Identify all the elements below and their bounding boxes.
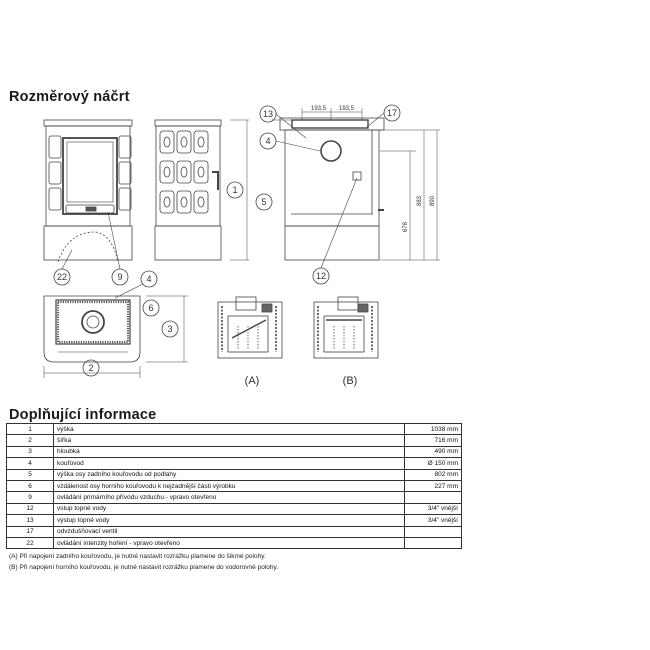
row-value: [405, 526, 462, 537]
callout-12: 12: [315, 271, 327, 281]
table-row: [7, 424, 462, 435]
table-row: [7, 503, 462, 514]
view-label-b: (B): [342, 375, 358, 387]
table-row: [7, 526, 462, 537]
row-description: výška: [54, 424, 405, 435]
dim-678: 678: [403, 221, 409, 232]
row-description: ovládání intenzity hoření - vpravo otevřeno: [54, 537, 405, 548]
row-value: Ø 150 mm: [405, 458, 462, 469]
row-description: kouřovod: [54, 458, 405, 469]
table-row: [7, 480, 462, 491]
row-number: 17: [7, 526, 54, 537]
row-number: 1: [7, 424, 54, 435]
section-view-b: [314, 297, 378, 358]
info-heading: Doplňující informace: [9, 407, 157, 423]
table-row: [7, 435, 462, 446]
callout-1: 1: [232, 185, 238, 195]
note-a: (A) Při napojení zadního kouřovodu, je nutné nastavit rozrážku plamene do šikmé polohy.: [9, 553, 266, 560]
section-view-a: [218, 297, 282, 358]
top-view: [44, 296, 188, 378]
front-view: [44, 120, 132, 262]
table-row: [7, 515, 462, 526]
row-number: 22: [7, 537, 54, 548]
row-number: 5: [7, 469, 54, 480]
dim-193-right: 193,5: [339, 106, 355, 112]
row-value: 227 mm: [405, 480, 462, 491]
row-value: 1038 mm: [405, 424, 462, 435]
row-number: 13: [7, 515, 54, 526]
callout-2: 2: [88, 363, 94, 373]
row-number: 2: [7, 435, 54, 446]
callout-13: 13: [262, 109, 274, 119]
row-description: vzdálenost osy horního kouřovodu k nejzadnější části výrobku: [54, 480, 405, 491]
callout-circles: [54, 105, 400, 376]
callout-4-front: 4: [146, 274, 152, 284]
row-description: odvzdušňovací ventil: [54, 526, 405, 537]
table-row: [7, 537, 462, 548]
view-label-a: (A): [244, 375, 260, 387]
row-value: 3/4" vnější: [405, 515, 462, 526]
callout-6: 6: [148, 303, 154, 313]
row-value: [405, 492, 462, 503]
row-description: vstup topné vody: [54, 503, 405, 514]
row-value: 716 mm: [405, 435, 462, 446]
dim-890: 890: [430, 195, 436, 206]
callout-5: 5: [261, 197, 267, 207]
callout-22: 22: [56, 272, 68, 282]
row-value: 3/4" vnější: [405, 503, 462, 514]
row-value: 802 mm: [405, 469, 462, 480]
row-value: [405, 537, 462, 548]
row-number: 12: [7, 503, 54, 514]
dim-193-left: 193,5: [311, 106, 327, 112]
callout-17: 17: [386, 108, 398, 118]
leader-lines: [62, 113, 384, 298]
row-description: ovládání primárního přívodu vzduchu - vpravo otevřeno: [54, 492, 405, 503]
row-value: 490 mm: [405, 446, 462, 457]
info-table: [6, 423, 462, 549]
row-description: šířka: [54, 435, 405, 446]
callout-3: 3: [167, 324, 173, 334]
dim-883: 883: [417, 195, 423, 206]
callout-4-rear: 4: [265, 136, 271, 146]
table-row: [7, 458, 462, 469]
callout-9: 9: [117, 272, 123, 282]
row-number: 4: [7, 458, 54, 469]
table-row: [7, 469, 462, 480]
table-row: [7, 492, 462, 503]
row-description: výška osy zadního kouřovodu od podlahy: [54, 469, 405, 480]
row-number: 6: [7, 480, 54, 491]
row-number: 3: [7, 446, 54, 457]
row-description: výstup topné vody: [54, 515, 405, 526]
row-description: hloubka: [54, 446, 405, 457]
row-number: 9: [7, 492, 54, 503]
note-b: (B) Při napojení horního kouřovodu, je nutné nastavit rozrážku plamene do vodorovné polohy.: [9, 564, 279, 571]
table-row: [7, 446, 462, 457]
sketch-heading: Rozměrový náčrt: [9, 89, 130, 105]
